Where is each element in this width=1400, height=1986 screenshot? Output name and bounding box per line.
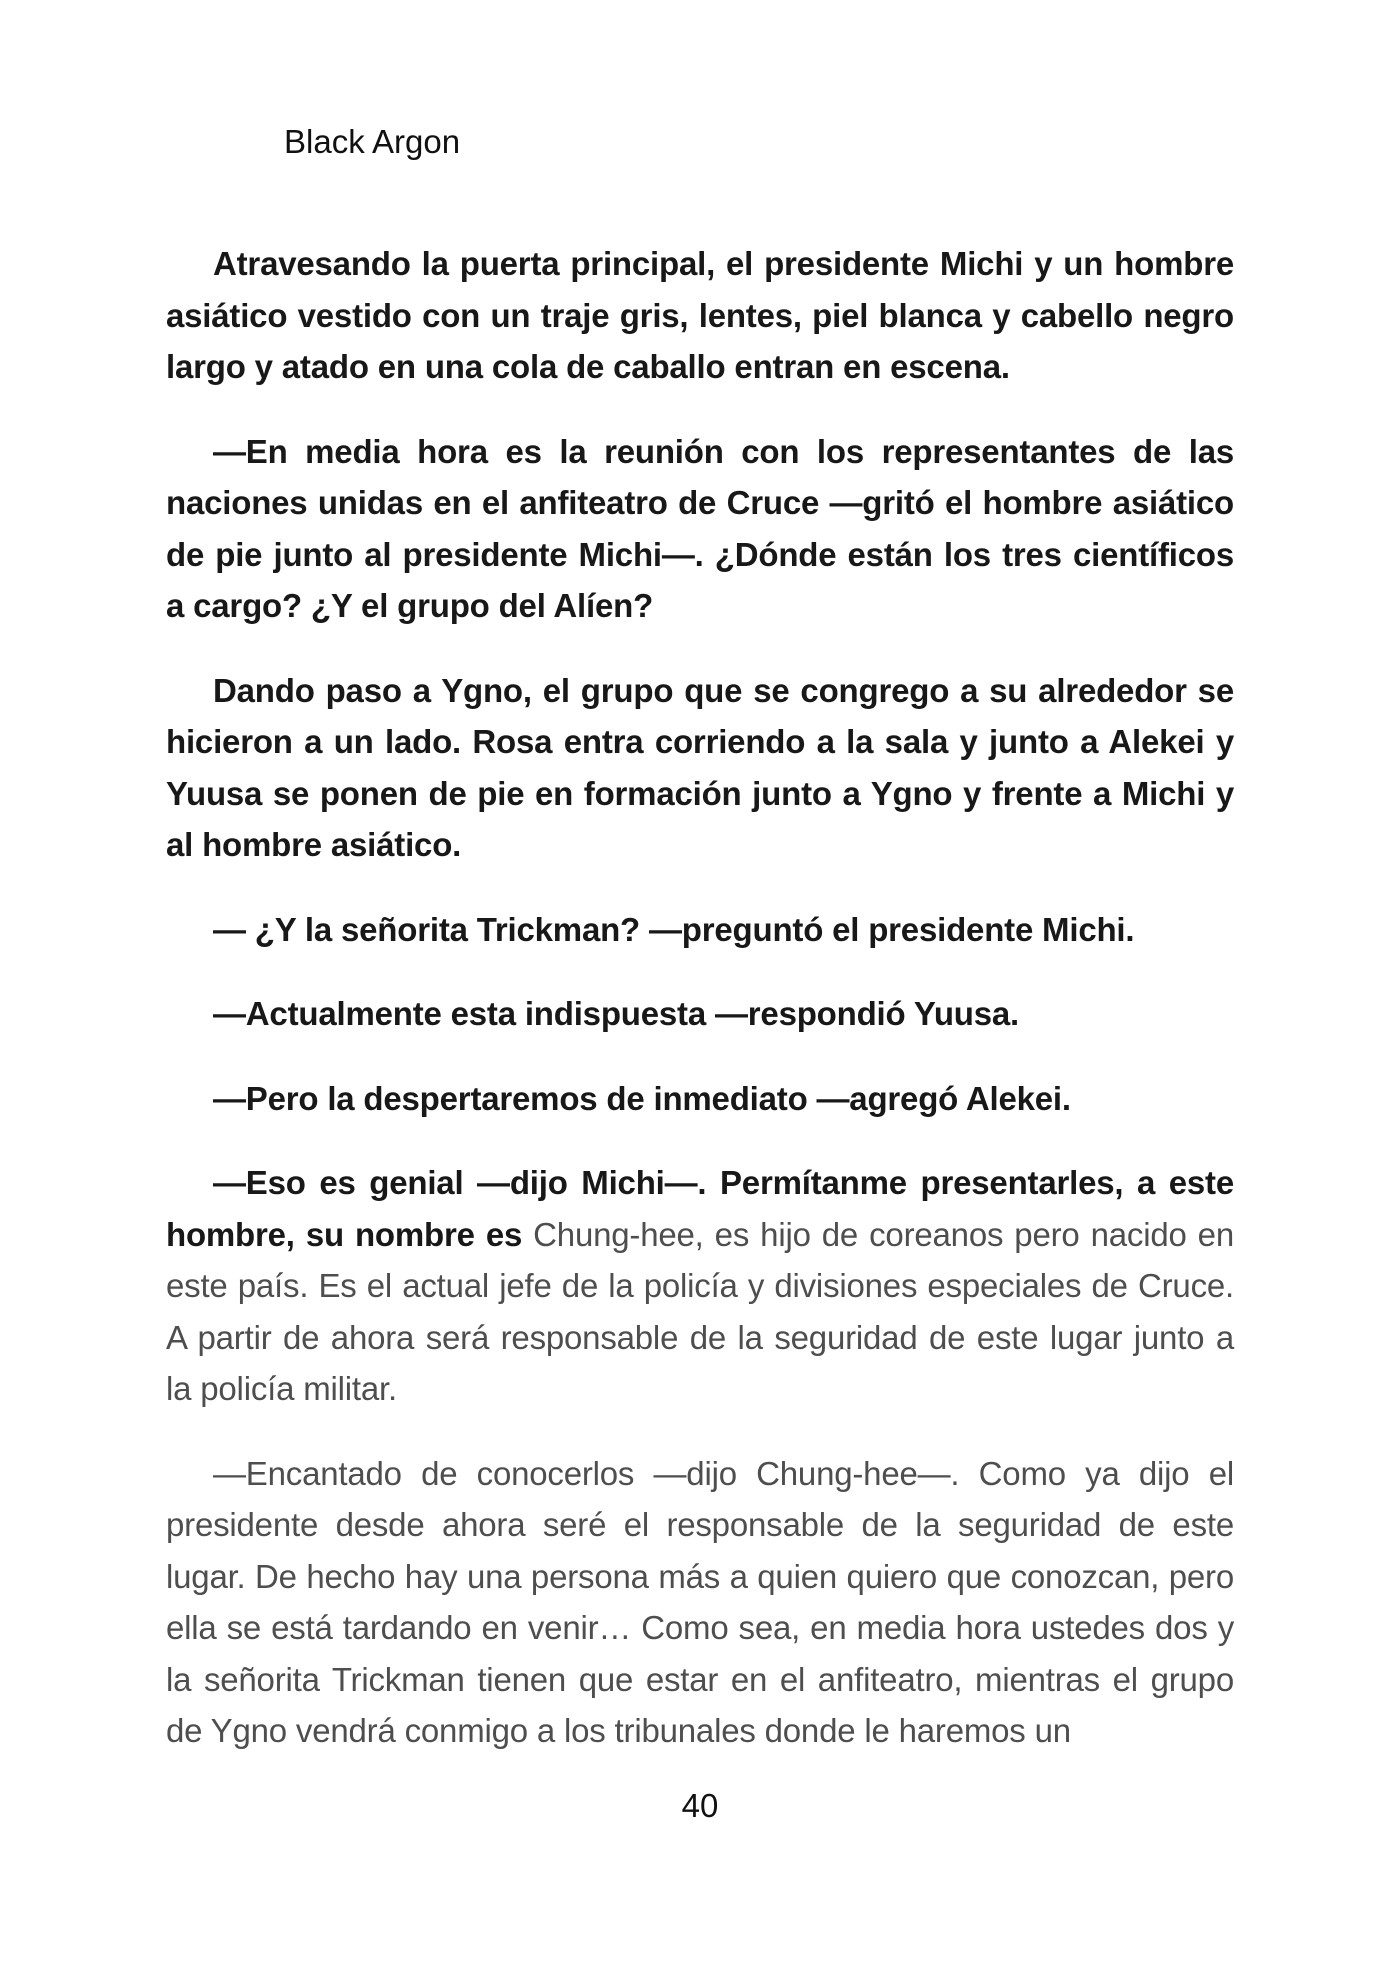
body-text [166,238,1234,1790]
paragraph-6: —Pero la despertaremos de inmediato —agregó Alekei. [213,1079,1071,1117]
paragraph-7-regular-segment: Chung-hee, es hijo de coreanos pero nacido en este país. Es el actual jefe de la policía y divisiones especiales de Cruce. A partir de ahora será responsable de la seguridad de este lugar junto a la policía militar. [166,1215,1234,1407]
running-header-title: Black Argon [284,123,461,160]
paragraph-1: Atravesando la puerta principal, el presidente Michi y un hombre asiático vestido con un traje gris, lentes, piel blanca y cabello negro largo y atado en una cola de caballo entran en escena. [166,245,1234,385]
paragraph-5: —Actualmente esta indispuesta —respondió Yuusa. [213,995,1020,1032]
page-number: 40 [681,1787,719,1824]
paragraph-8: —Encantado de conocerlos —dijo Chung-hee—. Como ya dijo el presidente desde ahora seré el responsable de la seguridad de este lugar. De hecho hay una persona más a quien quiero que conozcan, pero ella se está tardando en venir… Como sea, en media hora ustedes dos y la señorita Trickman tienen que estar en el anfiteatro, mientras el grupo de Ygno vendrá conmigo a los tribunales donde le haremos un [166,1454,1234,1749]
paragraph-3: Dando paso a Ygno, el grupo que se congrego a su alrededor se hicieron a un lado. Rosa entra corriendo a la sala y junto a Alekei y Yuusa se ponen de pie en formación junto a Ygno y frente a Michi y al hombre asiático. [166,671,1234,863]
paragraph-7-bold-segment: —Eso es genial —dijo Michi—. Permítanme presentarles, a este hombre, su nombre es [166,1164,1234,1253]
paragraph-7 [166,1157,1234,1415]
paragraph-2: —En media hora es la reunión con los representantes de las naciones unidas en el anfiteatro de Cruce —gritó el hombre asiático de pie junto al presidente Michi—. ¿Dónde están los tres científicos a cargo? ¿Y el grupo del Alíen? [166,432,1234,624]
paragraph-4: — ¿Y la señorita Trickman? —preguntó el presidente Michi. [213,910,1135,948]
